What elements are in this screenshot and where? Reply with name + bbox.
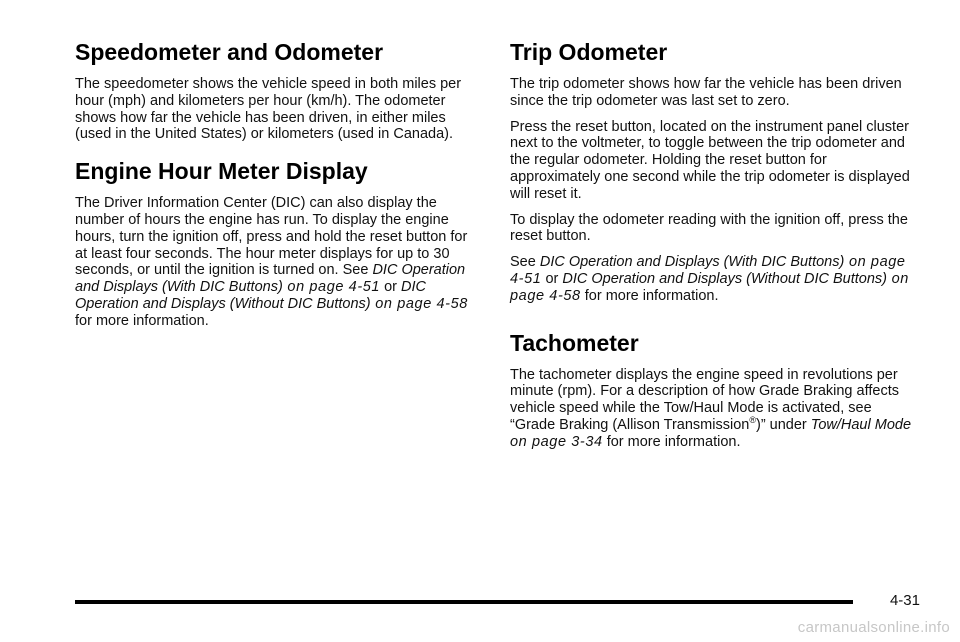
section-title-engine-hour-meter: Engine Hour Meter Display [75,158,368,185]
ref-link-tow-haul-mode[interactable]: Tow/Haul Mode [810,416,912,433]
section-title-speedometer: Speedometer and Odometer [75,39,384,65]
watermark: carmanualsonline.info [797,619,950,636]
tachometer-text: The tachometer displays the engine speed in revolutions per minute (rpm). For a description of how Grade Braking affects vehicle speed while the Tow/Haul Mode is activated, see “Grade Braking (Allison Transmission [510,366,899,433]
see-text: See [510,254,540,271]
or-text: or [541,270,563,287]
ref-page-4-58[interactable]: on page 4‑58 [510,270,909,304]
ref-link-dic-with-buttons[interactable]: DIC Operation and Displays (With DIC Buttons) [75,262,466,296]
left-column [75,38,475,339]
trip-odometer-paragraph-3: To display the odometer reading with the ignition off, press the reset button. [510,211,908,245]
more-info-text: for more information. [580,287,719,304]
tachometer-text-2: )” under [755,416,811,433]
ref-link-dic-without-buttons[interactable]: DIC Operation and Displays (Without DIC Buttons) [562,270,888,287]
more-info-text: for more information. [602,433,741,450]
ref-page-3-34[interactable]: on page 3‑34 [510,433,603,450]
registered-mark: ® [749,415,756,426]
trip-odometer-paragraph-1: The trip odometer shows how far the vehicle has been driven since the trip odometer was last set to zero. [510,76,902,109]
engine-hour-paragraph [75,195,475,329]
engine-hour-text: The Driver Information Center (DIC) can also display the number of hours the engine has run. To display the engine hours, turn the ignition off, press and hold the reset button for at least four seconds. The hour meter displays for up to 30 seconds, or until the ignition is turned on. See [75,195,468,279]
ref-link-dic-with-buttons[interactable]: DIC Operation and Displays (With DIC Buttons) [539,254,845,271]
footer-rule [75,600,853,604]
ref-page-4-51[interactable]: on page 4‑51 [510,254,906,287]
section-title-trip-odometer: Trip Odometer [510,39,668,65]
page-number: 4-31 [889,592,920,609]
trip-odometer-paragraph-4 [510,254,912,304]
more-info-text: for more information. [75,312,209,329]
ref-link-dic-without-buttons[interactable]: DIC Operation and Displays (Without DIC Buttons) [75,279,427,312]
section-title-tachometer: Tachometer [510,329,639,356]
tachometer-paragraph [510,367,912,451]
speedometer-paragraph: The speedometer shows the vehicle speed in both miles per hour (mph) and kilometers per hour (km/h). The odometer shows how far the vehicle has been driven, in either miles (used in the United States) or kilometers (used in Canada). [75,76,462,143]
or-text: or [380,279,402,296]
ref-page-4-51[interactable]: on page 4‑51 [282,279,381,296]
trip-odometer-paragraph-2: Press the reset button, located on the instrument panel cluster next to the voltmeter, to toggle between the trip odometer and the regular odometer. Holding the reset button for approximately one second while the trip odometer is displayed will reset it. [510,118,910,202]
ref-page-4-58[interactable]: on page 4‑58 [370,295,468,312]
right-column [510,38,912,460]
